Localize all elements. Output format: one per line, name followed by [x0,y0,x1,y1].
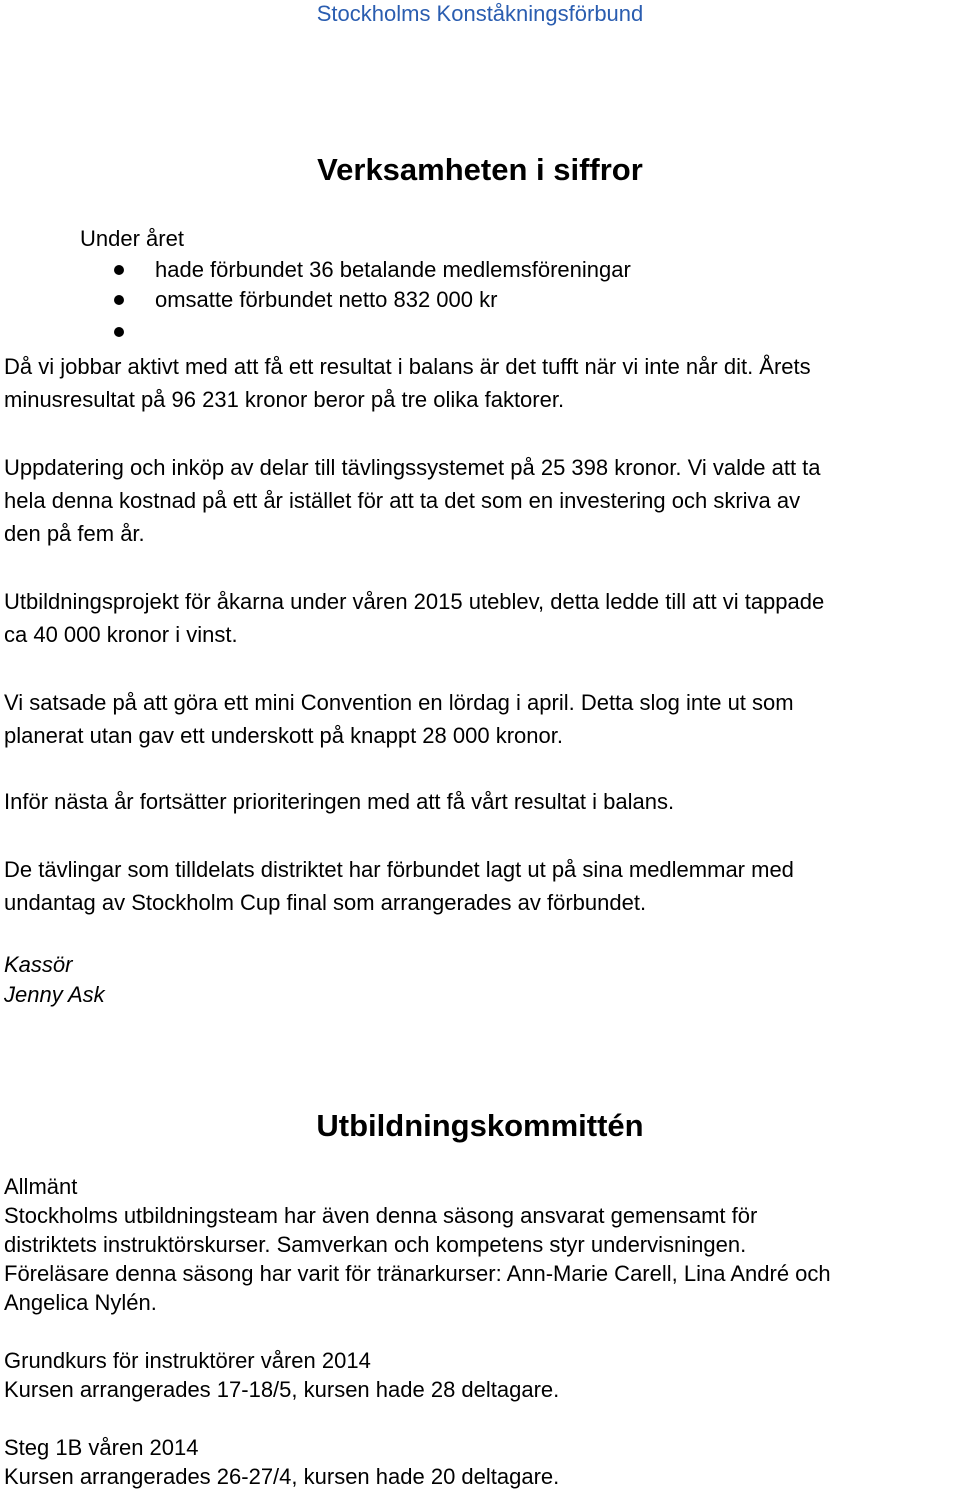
paragraph-line: Utbildningsprojekt för åkarna under våren 2015 uteblev, detta ledde till att vi tappade [4,589,825,614]
intro-text: Under året [80,226,184,251]
paragraph-line: hela denna kostnad på ett år istället för att ta det som en investering och skriva av [4,488,801,513]
paragraph-line: Föreläsare denna säsong har varit för tränarkurser: Ann-Marie Carell, Lina André och [4,1261,831,1286]
paragraph-line: Uppdatering och inköp av delar till tävlingssystemet på 25 398 kronor. Vi valde att ta [4,455,821,480]
paragraph-line: minusresultat på 96 231 kronor beror på tre olika faktorer. [4,387,565,412]
paragraph-line: Stockholms utbildningsteam har även denna säsong ansvarat gemensamt för [4,1203,758,1228]
section-title-verksamheten: Verksamheten i siffror [317,152,643,187]
course-text: Kursen arrangerades 26-27/4, kursen hade 20 deltagare. [4,1464,560,1489]
paragraph-line: ca 40 000 kronor i vinst. [4,622,238,647]
bullet-marker [114,295,124,305]
paragraph-line: den på fem år. [4,521,145,546]
bullet-marker [114,327,124,337]
paragraph-line: Vi satsade på att göra ett mini Convention en lördag i april. Detta slog inte ut som [4,690,794,715]
paragraph-line: Inför nästa år fortsätter prioriteringen med att få vårt resultat i balans. [4,789,675,814]
paragraph-line: De tävlingar som tilldelats distriktet har förbundet lagt ut på sina medlemmar med [4,857,794,882]
page-header: Stockholms Konståkningsförbund [316,1,644,26]
paragraph-line: undantag av Stockholm Cup final som arrangerades av förbundet. [4,890,647,915]
paragraph-line: Då vi jobbar aktivt med att få ett resultat i balans är det tufft när vi inte når dit. Årets [4,354,811,379]
paragraph-line: Angelica Nylén. [4,1290,157,1315]
course-text: Kursen arrangerades 17-18/5, kursen hade 28 deltagare. [4,1377,560,1402]
section-subheading: Allmänt [4,1174,78,1199]
signature-role: Kassör [4,952,73,977]
signature-name: Jenny Ask [4,982,105,1007]
bullet-marker [114,265,124,275]
paragraph-line: planerat utan gav ett underskott på knappt 28 000 kronor. [4,723,563,748]
course-title: Grundkurs för instruktörer våren 2014 [4,1348,371,1373]
section-title-utbildning: Utbildningskommittén [316,1108,644,1143]
bullet-item: hade förbundet 36 betalande medlemsföreningar [155,257,631,282]
course-title: Steg 1B våren 2014 [4,1435,199,1460]
paragraph-line: distriktets instruktörskurser. Samverkan och kompetens styr undervisningen. [4,1232,747,1257]
bullet-item: omsatte förbundet netto 832 000 kr [155,287,498,312]
